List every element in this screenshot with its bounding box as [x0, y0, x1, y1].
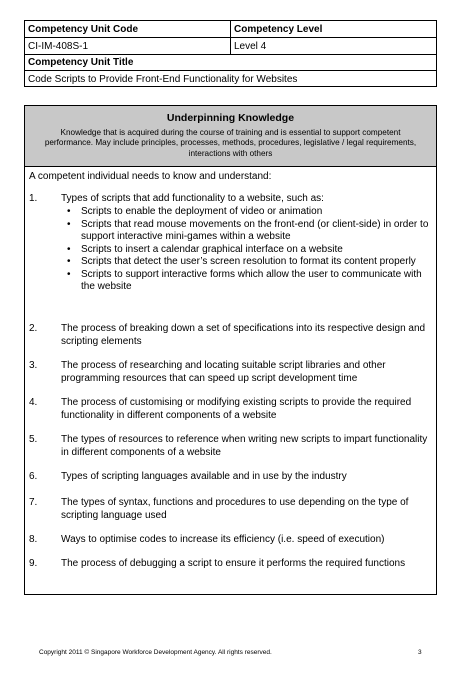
item-number: 1. [29, 193, 38, 204]
item-text: Ways to optimise codes to increase its efficiency (i.e. speed of execution) [61, 534, 385, 545]
item-text: The process of debugging a script to ensure it performs the required functions [61, 558, 406, 569]
bullet-icon: • [67, 218, 71, 230]
item-text: Types of scripts that add functionality to a website, such as: [61, 193, 324, 204]
item-number: 7. [29, 497, 38, 508]
competency-level-value: Level 4 [234, 41, 267, 52]
competency-level-label: Competency Level [234, 24, 323, 35]
item-number: 2. [29, 323, 38, 334]
bullet-icon: • [67, 206, 71, 217]
bullet-icon: • [67, 256, 71, 267]
bullet-item: • Scripts to enable the deployment of video or animation [67, 206, 323, 217]
bullet-item: • Scripts to insert a calendar graphical interface on a website [67, 243, 343, 255]
item-text: The types of syntax, functions and procedures to use depending on the type of scripting language used [61, 497, 409, 521]
unit-code-value: CI-IM-408S-1 [28, 41, 89, 52]
unit-title-label: Competency Unit Title [28, 57, 134, 68]
bullet-icon: • [67, 243, 71, 255]
copyright-footer: Copyright 2011 © Singapore Workforce Development Agency. All rights reserved. [39, 649, 272, 656]
bullet-item: • Scripts that read mouse movements on the front-end (or client-side) in order to support interactive mini-games within a website [67, 218, 429, 242]
item-number: 3. [29, 360, 38, 371]
item-number: 5. [29, 434, 38, 445]
underpinning-knowledge-header [24, 105, 437, 167]
knowledge-list-box [24, 167, 437, 595]
page-number: 3 [418, 649, 422, 656]
item-text: The process of researching and locating suitable script libraries and other programming resources that can speed up script development time [61, 360, 386, 384]
item-text: The process of breaking down a set of specifications into its respective design and scripting elements [61, 323, 426, 347]
bullet-icon: • [67, 268, 71, 280]
item-text: The process of customising or modifying existing scripts to provide the required functionality in different components of a website [61, 397, 412, 421]
bullet-list [65, 206, 430, 294]
unit-code-label: Competency Unit Code [28, 24, 139, 35]
table-divider [24, 37, 437, 38]
knowledge-intro: A competent individual needs to know and understand: [29, 171, 272, 182]
table-divider [24, 70, 437, 71]
item-number: 8. [29, 534, 38, 545]
underpinning-knowledge-title: Underpinning Knowledge [166, 112, 295, 124]
underpinning-knowledge-description: Knowledge that is acquired during the course of training and is essential to support competent performance. May include principles, processes, methods, procedures, legislative / legal requirements, interactions with others [44, 128, 417, 158]
unit-title-value: Code Scripts to Provide Front-End Functionality for Websites [28, 74, 298, 85]
table-divider [24, 54, 437, 55]
item-number: 6. [29, 471, 38, 482]
item-text: Types of scripting languages available and in use by the industry [61, 471, 347, 482]
bullet-item: • Scripts to support interactive forms which allow the user to communicate with the website [67, 268, 422, 292]
item-number: 9. [29, 558, 38, 569]
bullet-item: • Scripts that detect the user’s screen resolution to format its content properly [67, 256, 416, 267]
item-text: The types of resources to reference when writing new scripts to impart functionality in different components of a website [61, 434, 428, 458]
item-number: 4. [29, 397, 38, 408]
